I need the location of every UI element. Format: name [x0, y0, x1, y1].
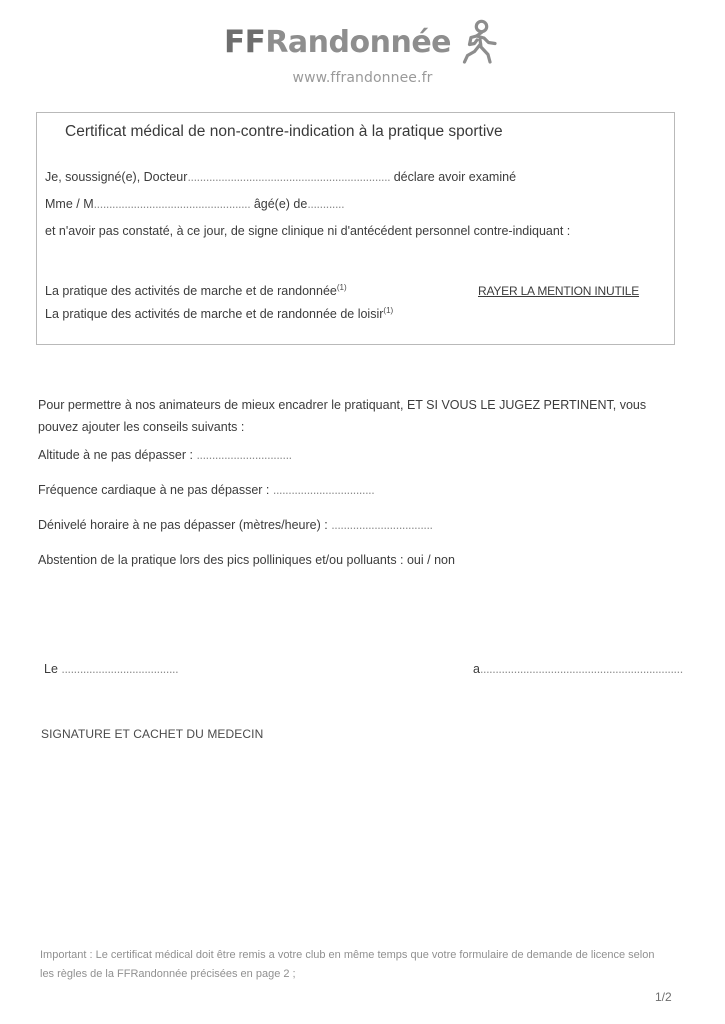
certificate-title: Certificat médical de non-contre-indication à la pratique sportive [65, 123, 503, 140]
doctor-label: Je, soussigné(e), Docteur [45, 170, 188, 184]
brand-suffix: Randonnée [265, 24, 452, 60]
advice-field-pollen-abstention [38, 553, 455, 567]
doctor-name-dotted-field[interactable]: .................................................................. [187, 170, 391, 184]
footer-important-note: Important : Le certificat médical doit être remis a votre club en même temps que votre formulaire de demande de licence selon les règles de la FFRandonnée précisées en page 2 ; [40, 949, 655, 980]
advice-field-pollen-abstention-label[interactable]: Abstention de la pratique lors des pics polliniques et/ou polluants : oui / non [38, 553, 455, 567]
certificate-box [36, 112, 675, 345]
brand-prefix: FF [223, 23, 266, 60]
practice-option-2-label: La pratique des activités de marche et de randonnée de loisir [45, 307, 384, 322]
place-field-group [473, 662, 683, 676]
place-dotted-input[interactable]: .................................................................. [479, 662, 683, 676]
patient-title-label: Mme / M [45, 197, 94, 211]
practice-option-1-footnote-marker: (1) [336, 283, 347, 292]
date-field-group [44, 662, 178, 676]
advice-field-heart-rate-dotted-input[interactable]: ................................. [272, 483, 375, 497]
patient-age-dotted-field[interactable]: ............ [307, 197, 345, 211]
header-logo-block [0, 18, 725, 86]
advice-field-heart-rate-label: Fréquence cardiaque à ne pas dépasser : [38, 483, 270, 497]
advice-field-altitude [38, 448, 292, 462]
advice-field-altitude-label: Altitude à ne pas dépasser : [38, 448, 193, 462]
practice-option-1-label: La pratique des activités de marche et de randonnée [45, 284, 337, 299]
place-label: a [473, 662, 480, 676]
doctor-declaration-suffix: déclare avoir examiné [393, 170, 517, 184]
patient-age-label: âgé(e) de [253, 197, 308, 211]
no-contraindication-statement: et n'avoir pas constaté, à ce jour, de signe clinique ni d'antécédent personnel contre-indiquant : [45, 224, 571, 238]
patient-name-dotted-field[interactable]: ................................................... [93, 197, 251, 211]
advice-field-elevation-gain-label: Dénivelé horaire à ne pas dépasser (mètres/heure) : [38, 518, 328, 532]
strike-out-instruction: RAYER LA MENTION INUTILE [478, 284, 640, 298]
date-dotted-input[interactable]: ...................................... [61, 662, 179, 676]
hiker-walking-icon [457, 18, 501, 66]
advice-field-altitude-dotted-input[interactable]: ............................... [196, 448, 292, 462]
date-label: Le [44, 662, 58, 676]
logo-website-url: www.ffrandonnee.fr [292, 70, 433, 86]
doctor-declaration-line [45, 170, 516, 184]
practice-option-1[interactable] [45, 283, 347, 298]
page-number: 1/2 [655, 990, 672, 1004]
brand-wordmark [223, 23, 452, 60]
practice-option-2-footnote-marker: (1) [383, 306, 394, 315]
practice-option-2[interactable] [45, 306, 393, 321]
advice-intro-paragraph: Pour permettre à nos animateurs de mieux encadrer le pratiquant, ET SI VOUS LE JUGEZ PERTINENT, vous pouvez ajouter les conseils suivants : [38, 398, 647, 434]
advice-field-elevation-gain [38, 518, 433, 532]
signature-stamp-label: SIGNATURE ET CACHET DU MEDECIN [41, 727, 264, 741]
advice-field-elevation-gain-dotted-input[interactable]: ................................. [331, 518, 433, 532]
patient-identity-line [45, 197, 344, 211]
advice-field-heart-rate [38, 483, 374, 497]
logo-row [224, 18, 501, 66]
